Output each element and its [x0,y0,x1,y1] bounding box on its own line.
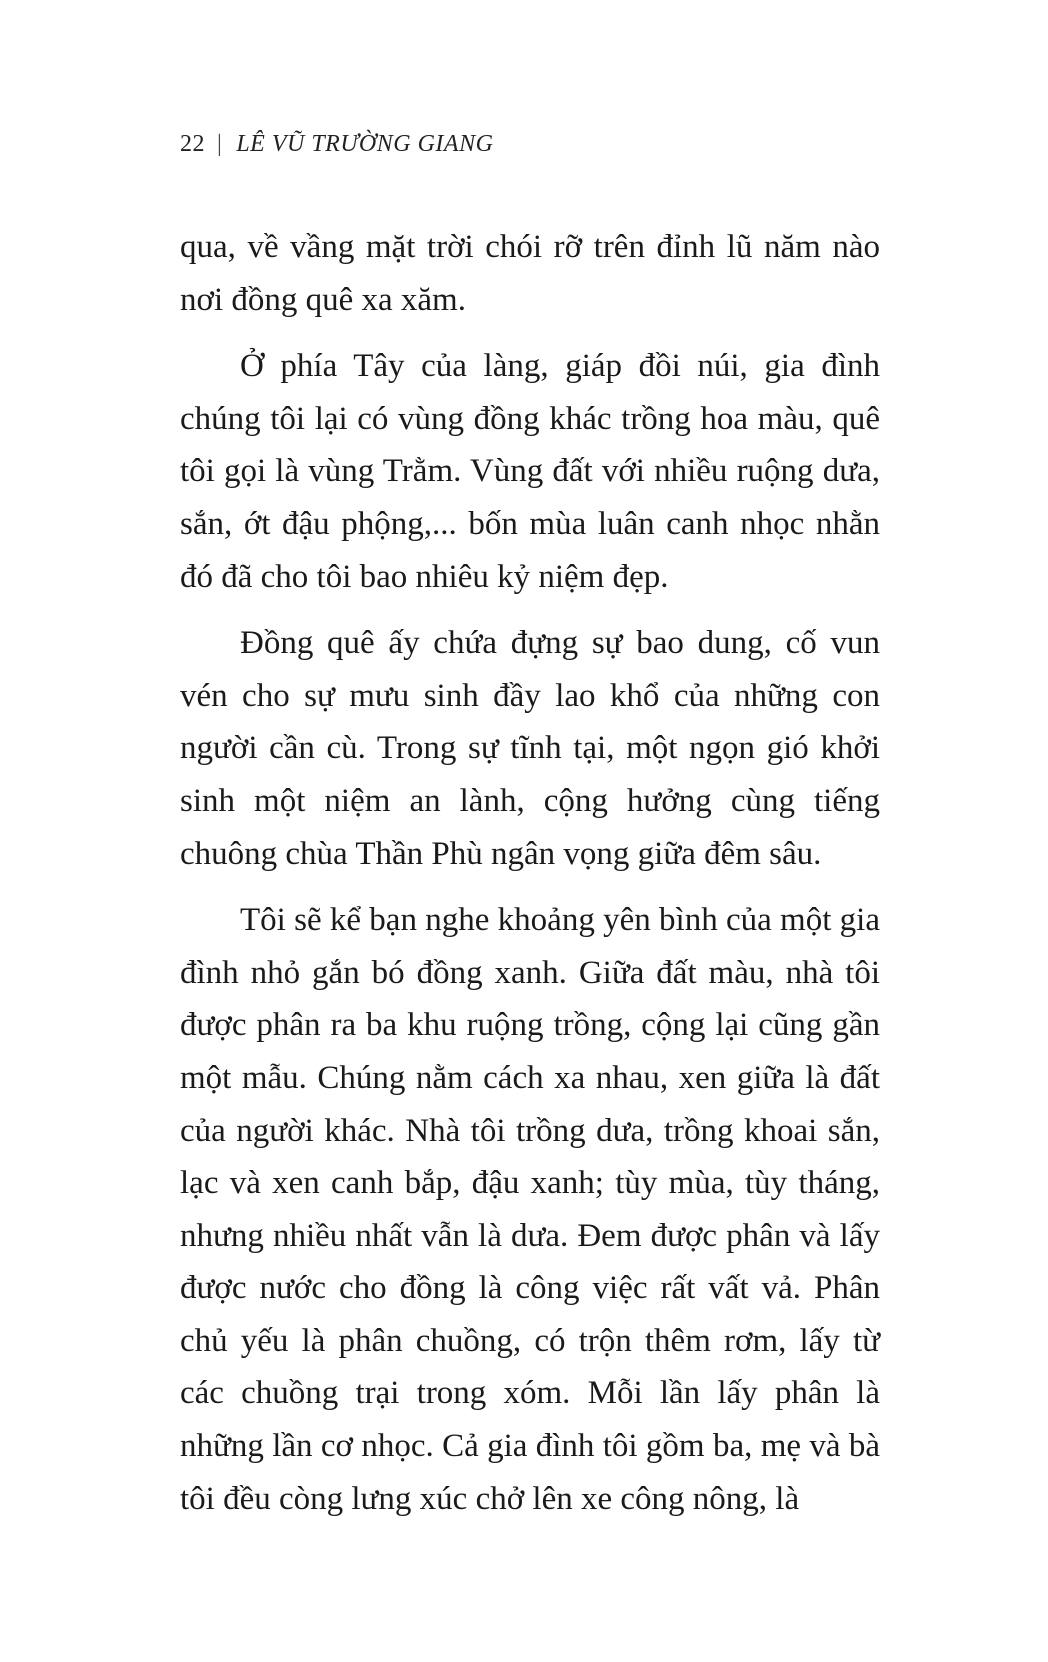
page-number: 22 [180,131,205,157]
paragraph-continuation: qua, về vầng mặt trời chói rỡ trên đỉnh lũ năm nào nơi đồng quê xa xăm. [180,229,880,318]
paragraph: Ở phía Tây của làng, giáp đồi núi, gia đình chúng tôi lại có vùng đồng khác trồng hoa màu, quê tôi gọi là vùng Trằm. Vùng đất với nhiều ruộng dưa, sắn, ớt đậu phộng,... bốn mùa luân canh nhọc nhằn đó đã cho tôi bao nhiêu kỷ niệm đẹp. [180,348,880,595]
paragraph: Tôi sẽ kể bạn nghe khoảng yên bình của một gia đình nhỏ gắn bó đồng xanh. Giữa đất màu, nhà tôi được phân ra ba khu ruộng trồng, cộng lại cũng gần một mẫu. Chúng nằm cách xa nhau, xen giữa là đất của người khác. Nhà tôi trồng dưa, trồng khoai sắn, lạc và xen canh bắp, đậu xanh; tùy mùa, tùy tháng, nhưng nhiều nhất vẫn là dưa. Đem được phân và lấy được nước cho đồng là công việc rất vất vả. Phân chủ yếu là phân chuồng, có trộn thêm rơm, lấy từ các chuồng trại trong xóm. Mỗi lần lấy phân là những lần cơ nhọc. Cả gia đình tôi gồm ba, mẹ và bà tôi đều còng lưng xúc chở lên xe công nông, là [180,902,880,1517]
header-separator: | [217,131,223,157]
running-header [180,128,493,160]
paragraph: Đồng quê ấy chứa đựng sự bao dung, cố vun vén cho sự mưu sinh đầy lao khổ của những con người cần cù. Trong sự tĩnh tại, một ngọn gió khởi sinh một niệm an lành, cộng hưởng cùng tiếng chuông chùa Thần Phù ngân vọng giữa đêm sâu. [180,625,880,872]
body-text [180,221,880,1525]
author-name: LÊ VŨ TRƯỜNG GIANG [236,131,494,157]
